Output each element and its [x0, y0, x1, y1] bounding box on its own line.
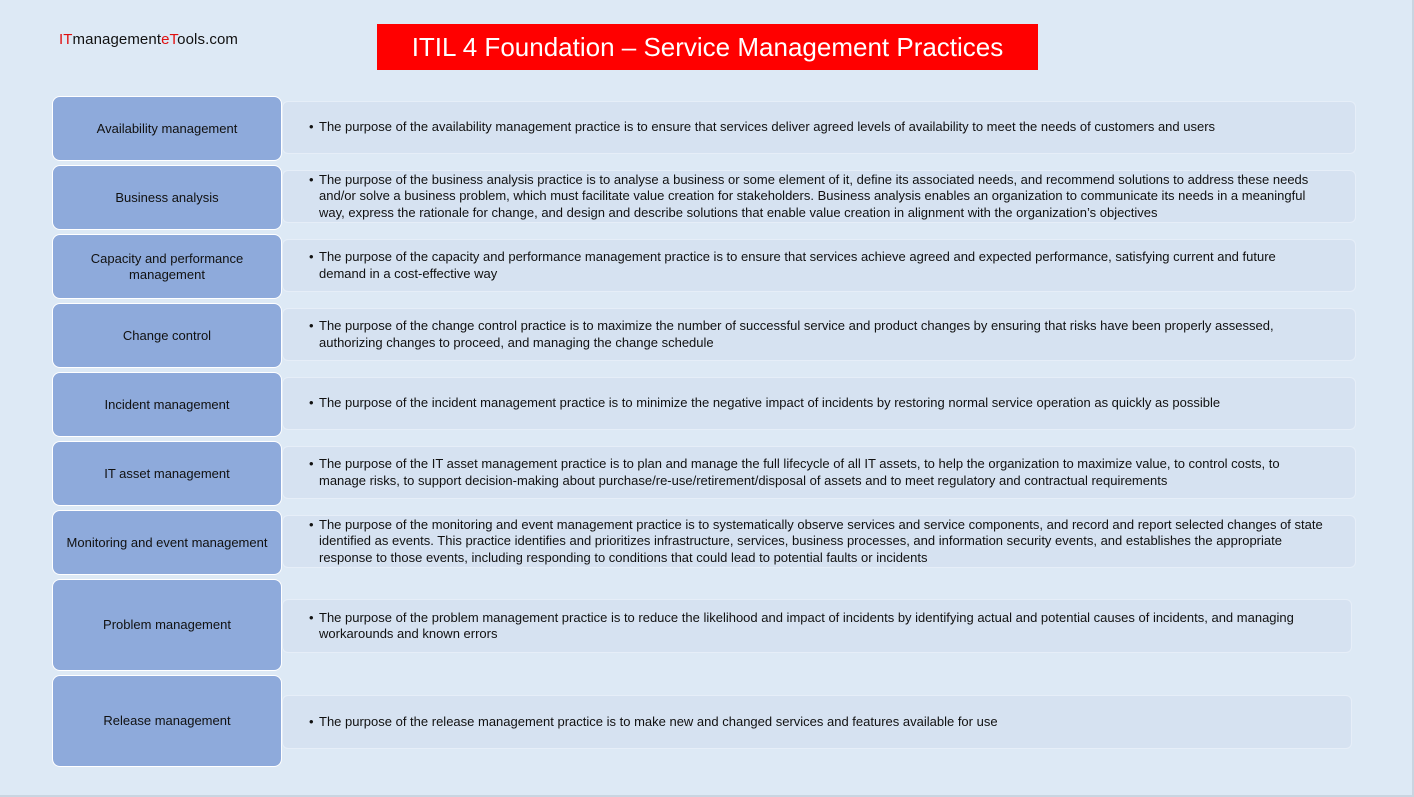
practice-description-box	[282, 308, 1356, 361]
page-title-text: ITIL 4 Foundation – Service Management Practices	[411, 31, 1004, 62]
practice-description: • The purpose of the monitoring and event management practice is to systematically observe services and service components, and record and report selected changes of state identified as events. This practice identifies and prioritizes infrastructure, services, business processes, and information security events, and establishes the appropriate response to those events, including responding to conditions that could lead to potential faults or incidents	[311, 517, 1325, 567]
logo-text-e: e	[161, 31, 170, 48]
page-title	[377, 24, 1038, 70]
logo-text-ools: ools.com	[177, 31, 238, 48]
practice-row-availability	[52, 96, 1356, 161]
practice-description: • The purpose of the capacity and performance management practice is to ensure that services achieve agreed and expected performance, satisfying current and future demand in a cost-effective way	[311, 249, 1325, 282]
practice-label: Monitoring and event management	[52, 510, 282, 575]
practice-label: Incident management	[52, 372, 282, 437]
practice-description: • The purpose of the business analysis practice is to analyse a business or some element of it, define its associated needs, and recommend solutions to address these needs and/or solve a business problem, which must facilitate value creation for stakeholders. Business analysis enables an organization to communicate its needs in a meaningful way, express the rationale for change, and design and describe solutions that enable value creation in alignment with the organization’s objectives	[311, 172, 1325, 222]
practice-description: • The purpose of the problem management practice is to reduce the likelihood and impact of incidents by identifying actual and potential causes of incidents, and managing workarounds and known errors	[311, 610, 1321, 643]
practice-description-box	[282, 377, 1356, 430]
practice-row-incident	[52, 372, 1356, 437]
practice-row-capacity	[52, 234, 1356, 299]
site-logo	[59, 31, 238, 48]
practice-description-box	[282, 515, 1356, 568]
practice-row-release	[52, 675, 1356, 767]
practice-label: Business analysis	[52, 165, 282, 230]
practice-description: • The purpose of the incident management practice is to minimize the negative impact of incidents by restoring normal service operation as quickly as possible	[311, 395, 1220, 412]
logo-text-management: management	[72, 31, 162, 48]
practice-label: Problem management	[52, 579, 282, 671]
practice-row-it-asset	[52, 441, 1356, 506]
practice-row-business-analysis	[52, 165, 1356, 230]
practice-description-box	[282, 599, 1352, 653]
practice-description-box	[282, 695, 1352, 749]
practice-label: Change control	[52, 303, 282, 368]
practice-description-box	[282, 101, 1356, 154]
practice-label: Availability management	[52, 96, 282, 161]
practice-description-box	[282, 446, 1356, 499]
practice-description: • The purpose of the change control practice is to maximize the number of successful service and product changes by ensuring that risks have been properly assessed, authorizing changes to proceed, and managing the change schedule	[311, 318, 1325, 351]
practice-description: • The purpose of the availability management practice is to ensure that services deliver agreed levels of availability to meet the needs of customers and users	[311, 119, 1215, 136]
practice-row-monitoring	[52, 510, 1356, 575]
practice-description: • The purpose of the release management practice is to make new and changed services and features available for use	[311, 714, 998, 731]
practice-label: Release management	[52, 675, 282, 767]
practice-row-change-control	[52, 303, 1356, 368]
practice-description-box	[282, 239, 1356, 292]
practice-description-box	[282, 170, 1356, 223]
logo-text-t: T	[169, 31, 178, 48]
logo-text-it: IT	[59, 31, 73, 48]
practice-description: • The purpose of the IT asset management practice is to plan and manage the full lifecycle of all IT assets, to help the organization to maximize value, to control costs, to manage risks, to support decision-making about purchase/re-use/retirement/disposal of assets and to meet regulatory and contractual requirements	[311, 456, 1325, 489]
practice-row-problem	[52, 579, 1356, 671]
practice-label: IT asset management	[52, 441, 282, 506]
practice-label: Capacity and performance management	[52, 234, 282, 299]
